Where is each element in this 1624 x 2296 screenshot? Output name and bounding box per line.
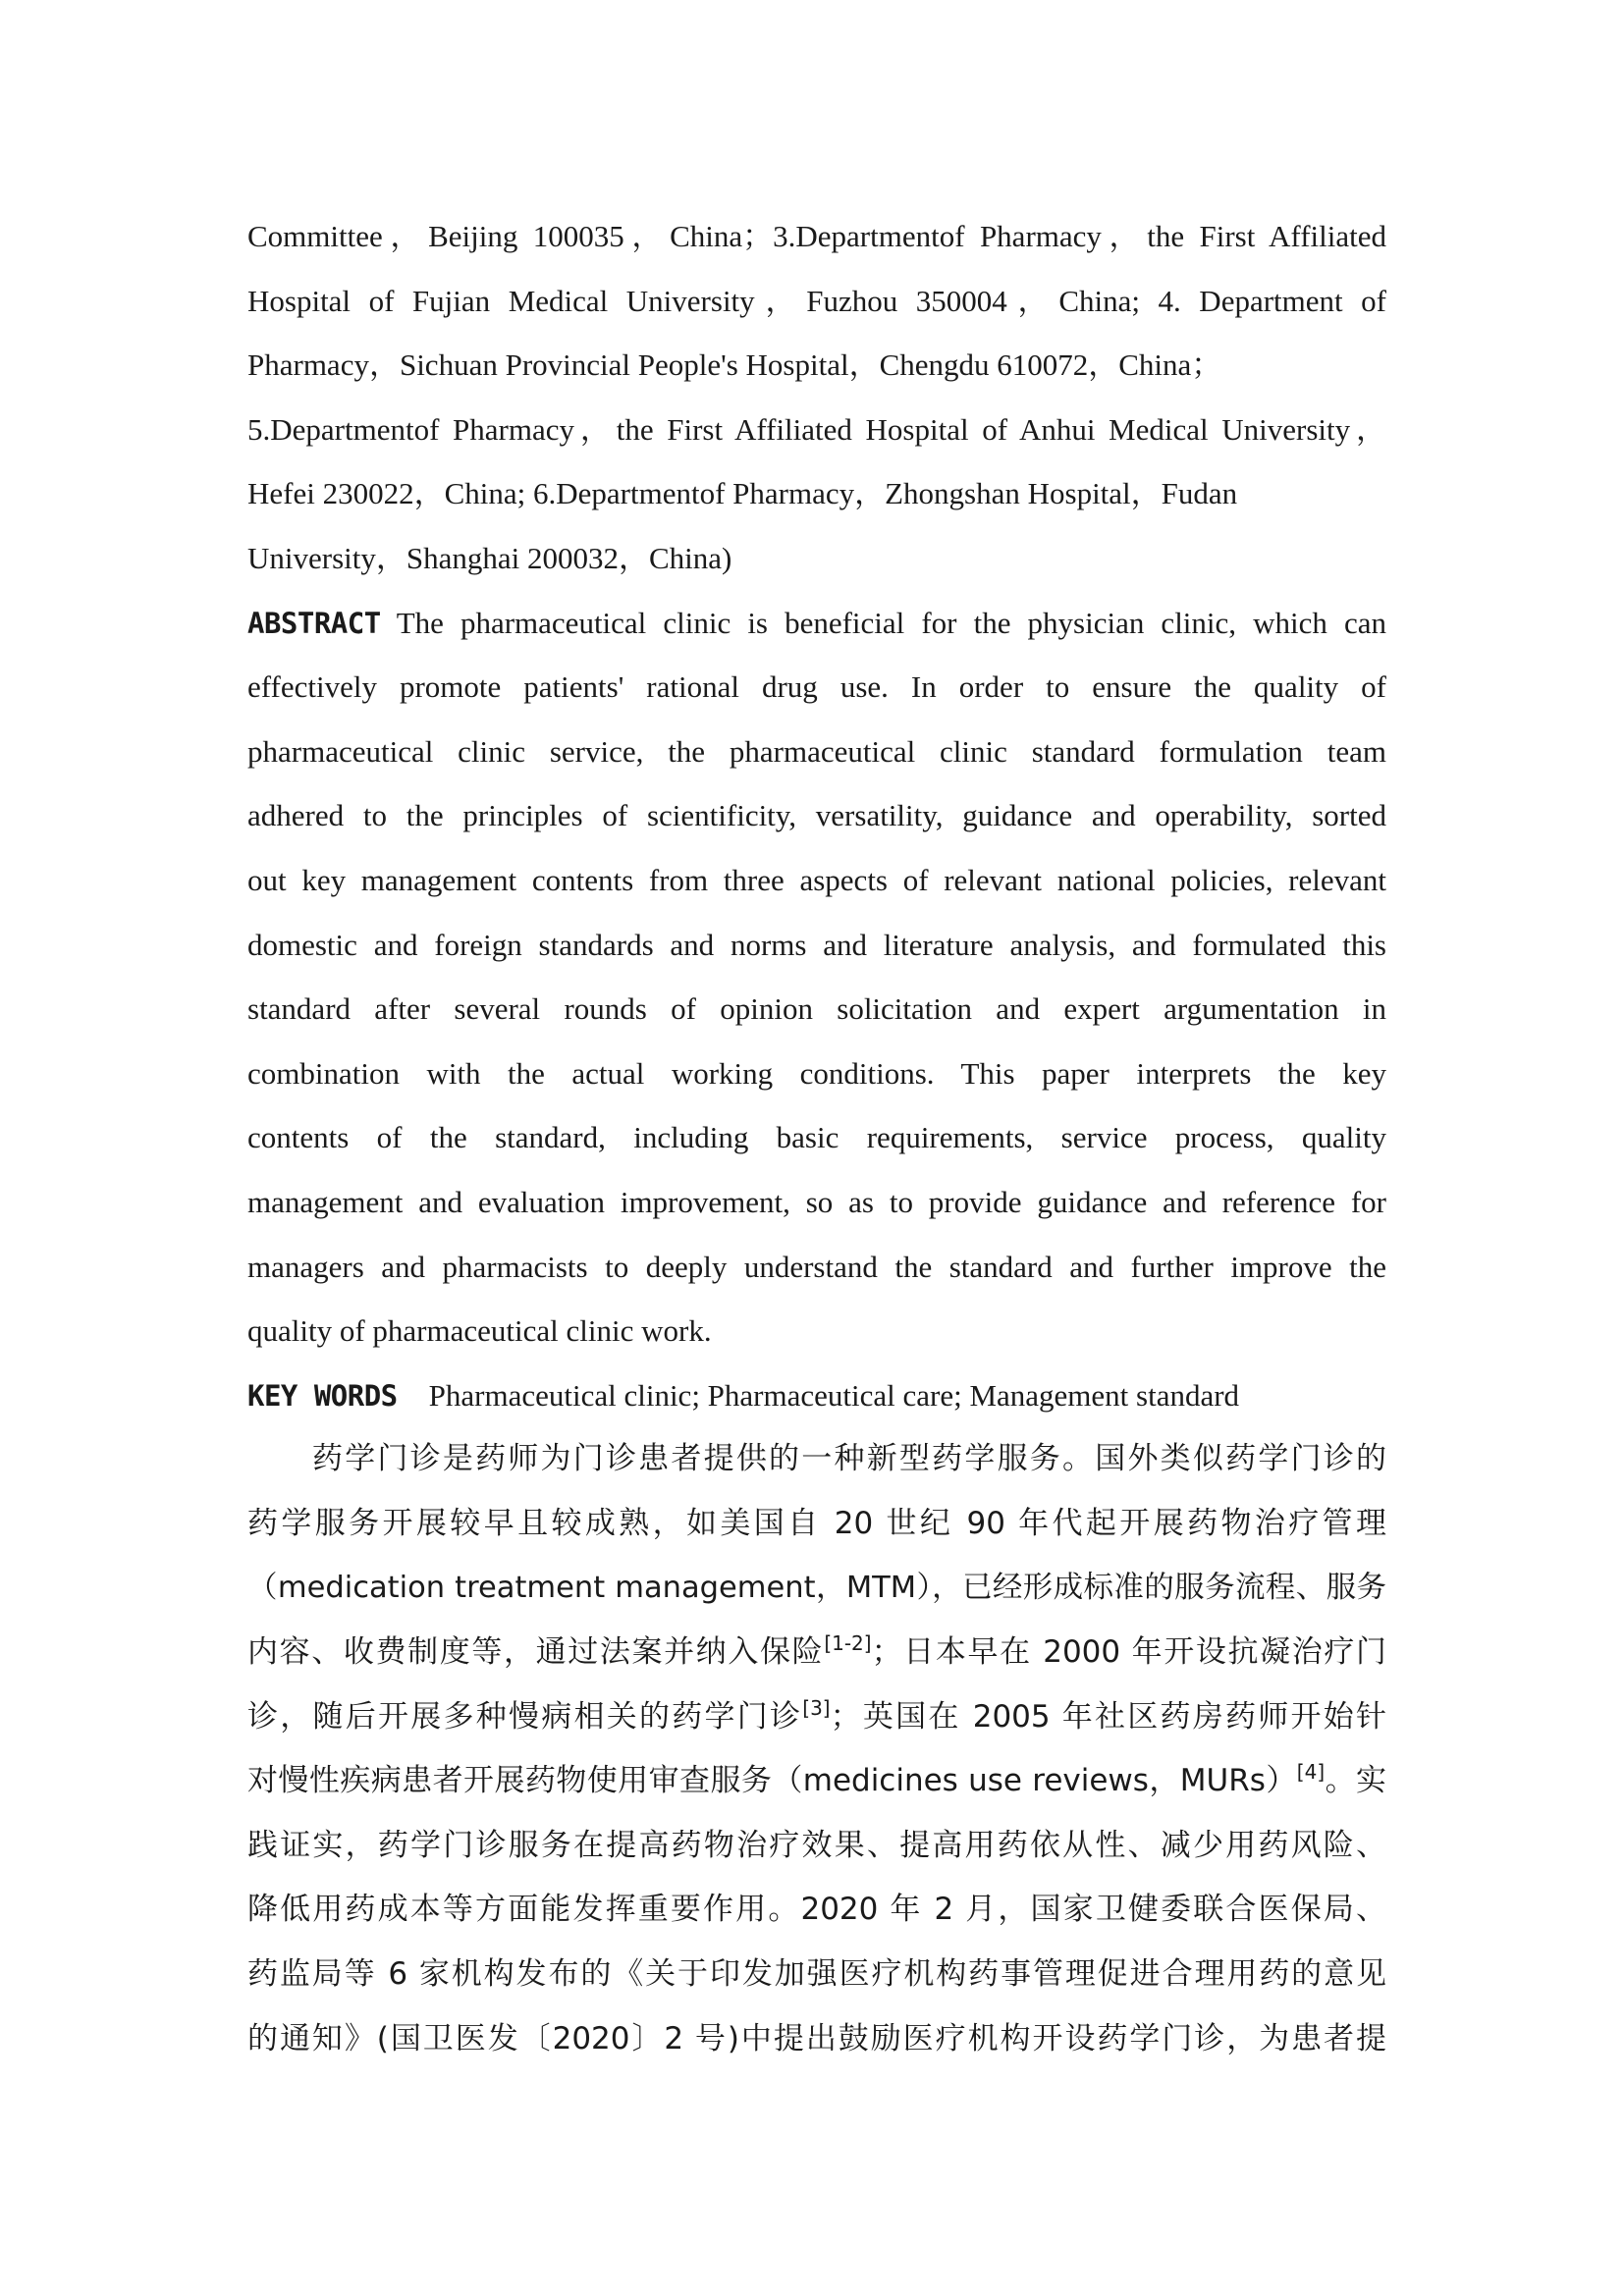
body-line: （medication treatment management，MTM），已经形成标准的服务流程、服务 xyxy=(247,1571,1386,1606)
keywords-label: KEY WORDS xyxy=(247,1378,398,1413)
affiliation-line: 5.Departmentof Pharmacy，the First Affiliated Hospital of Anhui Medical University， xyxy=(247,411,1386,447)
body-text: 内容、收费制度等，通过法案并纳入保险 xyxy=(247,1634,825,1671)
body-text: 。实 xyxy=(1325,1763,1387,1799)
abstract-line: management and evaluation improvement, so as to provide guidance and reference for xyxy=(247,1184,1386,1219)
abstract-line: combination with the actual working conditions. This paper interprets the key xyxy=(247,1055,1386,1091)
body-line: 践证实，药学门诊服务在提高药物治疗效果、提高用药依从性、减少用药风险、 xyxy=(247,1827,1386,1863)
citation: [3] xyxy=(802,1695,831,1720)
affiliation-line: Hefei 230022，China; 6.Departmentof Pharmacy，Zhongshan Hospital，Fudan xyxy=(247,476,1238,511)
abstract-line: pharmaceutical clinic service, the pharmaceutical clinic standard formulation team xyxy=(247,733,1386,769)
abstract-line: adhered to the principles of scientificity, versatility, guidance and operability, sorted xyxy=(247,798,1386,833)
abstract-line: domestic and foreign standards and norms and literature analysis, and formulated this xyxy=(247,927,1386,962)
body-line: 降低用药成本等方面能发挥重要作用。2020 年 2 月，国家卫健委联合医保局、 xyxy=(247,1892,1386,1928)
abstract-line: effectively promote patients' rational drug use. In order to ensure the quality of xyxy=(247,669,1386,705)
abstract-line: out key management contents from three aspects of relevant national policies, relevant xyxy=(247,862,1386,897)
abstract-line: standard after several rounds of opinion solicitation and expert argumentation in xyxy=(247,991,1386,1027)
body-text: 对慢性疾病患者开展药物使用审查服务（medicines use reviews，MURs） xyxy=(247,1763,1297,1799)
body-paragraph xyxy=(247,1427,1386,2071)
body-line xyxy=(247,1685,1386,1750)
body-line: 药学门诊是药师为门诊患者提供的一种新型药学服务。国外类似药学门诊的 xyxy=(312,1441,1386,1477)
abstract-text: The pharmaceutical clinic is beneficial for the physician clinic, which can xyxy=(396,605,1386,640)
body-text: ；日本早在 2000 年开设抗凝治疗门 xyxy=(871,1634,1386,1671)
body-line: 药学服务开展较早且较成熟，如美国自 20 世纪 90 年代起开展药物治疗管理 xyxy=(247,1505,1386,1541)
affiliation-line: Pharmacy，Sichuan Provincial People's Hospital，Chengdu 610072，China； xyxy=(247,347,1222,383)
body-text: ；英国在 2005 年社区药房药师开始针 xyxy=(830,1698,1386,1735)
abstract-line xyxy=(247,591,1386,656)
abstract-line: managers and pharmacists to deeply understand the standard and further improve the xyxy=(247,1249,1386,1284)
abstract-label: ABSTRACT xyxy=(247,606,381,640)
affiliation-line: Committee，Beijing 100035，China；3.Departmentof Pharmacy，the First Affiliated xyxy=(247,219,1386,253)
citation: [4] xyxy=(1296,1760,1326,1785)
body-line xyxy=(247,1621,1386,1685)
body-line: 的通知》(国卫医发〔2020〕2 号)中提出鼓励医疗机构开设药学门诊，为患者提 xyxy=(247,2020,1386,2056)
affiliation-line: University，Shanghai 200032，China) xyxy=(247,540,732,575)
abstract-line: quality of pharmaceutical clinic work. xyxy=(247,1313,712,1349)
affiliation-line: Hospital of Fujian Medical University，Fuzhou 350004，China; 4. Department of xyxy=(247,283,1386,318)
abstract-line: contents of the standard, including basic requirements, service process, quality xyxy=(247,1120,1386,1155)
abstract-block xyxy=(247,591,1386,1363)
keywords-line xyxy=(247,1363,1386,1428)
affiliations-block xyxy=(247,204,1386,591)
body-line: 药监局等 6 家机构发布的《关于印发加强医疗机构药事管理促进合理用药的意见 xyxy=(247,1956,1386,1993)
document-page xyxy=(247,204,1386,2071)
citation: [1-2] xyxy=(824,1631,872,1656)
body-text: 诊，随后开展多种慢病相关的药学门诊 xyxy=(247,1698,803,1735)
body-line xyxy=(247,1749,1386,1814)
keywords-text: Pharmaceutical clinic; Pharmaceutical care; Management standard xyxy=(428,1377,1240,1413)
